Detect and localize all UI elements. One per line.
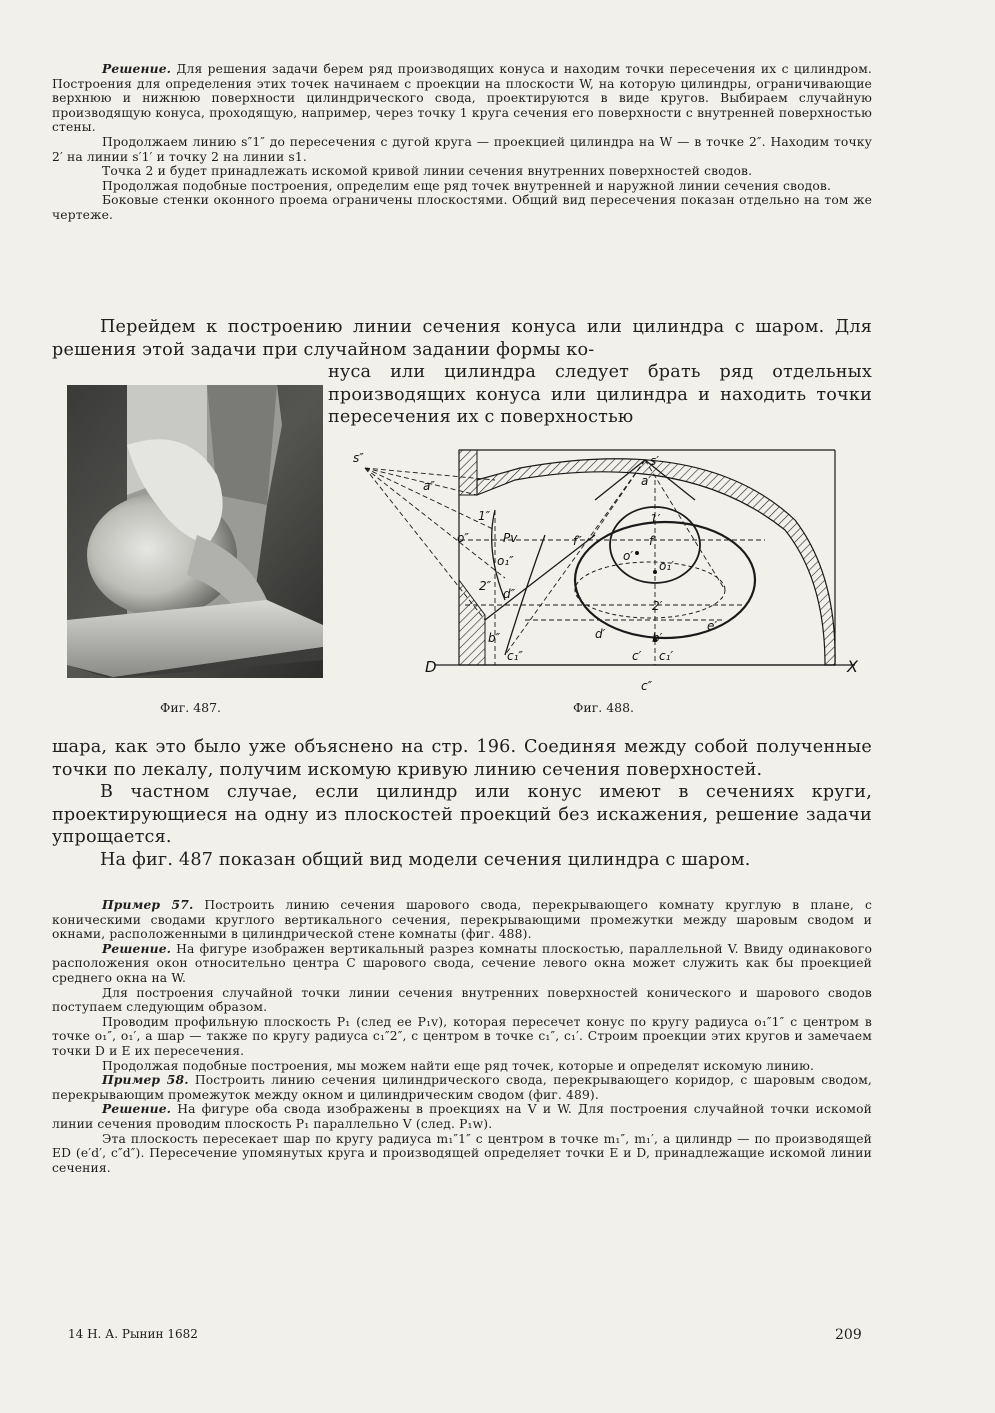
paragraph: В частном случае, если цилиндр или конус имеют в сечениях круги, проектирующиеся на одну из плоскостей проекций без искажения, решение задачи упрощается. — [52, 782, 872, 847]
label-a1: a′ — [641, 474, 652, 488]
label-X: X — [847, 657, 858, 676]
label-c12: c₁″ — [507, 649, 523, 663]
label-c2: c″ — [641, 679, 653, 693]
label-2-1: 2′ — [652, 599, 663, 613]
paragraph: На фиг. 487 показан общий вид модели сечения цилиндра с шаром. — [100, 849, 751, 870]
label-o11: o₁′ — [659, 559, 674, 573]
label-D: D — [425, 658, 437, 676]
label-a2: a″ — [423, 479, 435, 493]
label-s1: s′ — [650, 454, 659, 468]
label-2-2: 2″ — [479, 579, 492, 593]
paragraph: Для построения случайной точки линии сечения внутренних поверхностей конического и шарового сводов поступаем следующим образом. — [52, 985, 872, 1015]
label-o1: o′ — [623, 549, 634, 563]
label-d1: d′ — [595, 627, 606, 641]
footer-left: 14 Н. А. Рынин 1682 — [68, 1327, 198, 1341]
solution-58 — [52, 1102, 872, 1131]
fig488-caption: Фиг. 488. — [573, 700, 635, 715]
page-number: 209 — [835, 1327, 862, 1343]
solution-57-text: На фигуре изображен вертикальный разрез комнаты плоскостью, параллельной V. Ввиду одинакового расположения окон относительно центра C шарового свода, сечение левого окна может служить как бы проекцией среднего окна на W. — [52, 941, 872, 985]
fig487-caption: Фиг. 487. — [160, 700, 222, 715]
label-f2: f″ — [573, 534, 582, 548]
label-f1: f′ — [649, 534, 656, 548]
solution-text: Для решения задачи берем ряд производящих конуса и находим точки пересечения их с цилиндром. Построения для определения этих точек начинаем с проекции на плоскости W, на которую цилиндры, ограничивающие верхнюю и нижнюю поверхности цилиндрического свода, проектируются в виде кругов. Выбираем случайную производящую конуса, проходящую, например, через точку 1 круга сечения его поверхности с внутренней поверхностью стены. — [52, 62, 872, 135]
paragraph: Точка 2 и будет принадлежать искомой кривой линии сечения внутренних поверхностей сводов. — [102, 164, 753, 179]
paragraph: Боковые стенки оконного проема ограничены плоскостями. Общий вид пересечения показан отдельно на том же чертеже. — [52, 193, 872, 222]
paragraph: Продолжая подобные построения, мы можем найти еще ряд точек, которые и определят искомую линию. — [102, 1058, 815, 1073]
label-b2: b″ — [488, 631, 501, 645]
paragraph: Проводим профильную плоскость P₁ (след ее P₁v), которая пересечет конус по кругу радиуса o₁″1″ с центром в точке o₁″, o₁′, а шар — также по кругу радиуса c₁″2″, с центром в точке c₁″, c₁′. Строим проекции этих кругов и замечаем точки D и E их пересечения. — [52, 1014, 872, 1058]
label-pv: Pv — [503, 531, 518, 545]
example-57-text: Построить линию сечения шарового свода, перекрывающего комнату круглую в плане, с коническими сводами круглого вертикального сечения, перекрывающими промежутки между шаровым сводом и окнами, расположенными в цилиндрической стене комнаты (фиг. 488). — [52, 898, 872, 942]
example-57 — [52, 898, 872, 942]
solution-58-lead: Решение. — [102, 1101, 172, 1117]
paragraph: Эта плоскость пересекает шар по кругу радиуса m₁″1″ с центром в точке m₁″, m₁′, а цилиндр — по производящей ED (e′d′, c″d″). Пересечение упомянутых круга и производящей определяет точки E и D, принадлежащие искомой линии сечения. — [52, 1131, 872, 1175]
label-1-1: 1′ — [650, 512, 661, 526]
top-section — [52, 62, 872, 223]
solution-58-text: На фигуре оба свода изображены в проекциях на V и W. Для построения случайной точки искомой линии сечения проводим плоскость P₁ параллельно V (след. P₁w). — [52, 1102, 872, 1131]
label-o12: o₁″ — [497, 554, 514, 568]
label-d2: d″ — [503, 587, 516, 601]
fig487-photo — [67, 385, 323, 678]
solution-lead: Решение. — [102, 61, 172, 76]
examples-section — [52, 898, 872, 1175]
label-s2: s″ — [353, 451, 364, 465]
example-58-text: Построить линию сечения цилиндрического свода, перекрывающего коридор, с шаровым сводом, перекрывающим промежуток между окном и цилиндрическим сводом (фиг. 489). — [52, 1073, 872, 1102]
example-58 — [52, 1073, 872, 1102]
label-c11: c₁′ — [659, 649, 674, 663]
label-e1: e′ — [707, 619, 718, 633]
paragraph: Продолжая подобные построения, определим еще ряд точек внутренней и наружной линии сечения сводов. — [102, 178, 832, 193]
label-1-2: 1″ — [478, 509, 491, 523]
solution-paragraph — [52, 62, 872, 135]
solution-57-lead: Решение. — [102, 940, 172, 956]
label-c1: c′ — [632, 649, 642, 663]
main-paragraph-right: нуса или цилиндра следует брать ряд отдельных производящих конуса или цилиндра и находить точки пересечения их с поверхностью — [328, 362, 872, 427]
label-b1: b′ — [652, 631, 663, 645]
paragraph: шара, как это было уже объяснено на стр. 196. Соединяя между собой полученные точки по лекалу, получим искомую кривую линию сечения поверхностей. — [52, 737, 872, 780]
fig488-drawing — [345, 440, 875, 695]
paragraph: Продолжаем линию s″1″ до пересечения с дугой круга — проекцией цилиндра на W — в точке 2″. Находим точку 2′ на линии s′1′ и точку 2 на линии s1. — [52, 134, 872, 164]
main-text-after — [52, 736, 872, 871]
main-paragraph-full: Перейдем к построению линии сечения конуса или цилиндра с шаром. Для решения этой задачи при случайном задании формы ко- — [52, 317, 872, 360]
solution-57 — [52, 942, 872, 986]
example-58-lead: Пример 58. — [102, 1072, 189, 1088]
label-o2: o″ — [457, 531, 469, 545]
example-57-lead: Пример 57. — [102, 897, 194, 912]
